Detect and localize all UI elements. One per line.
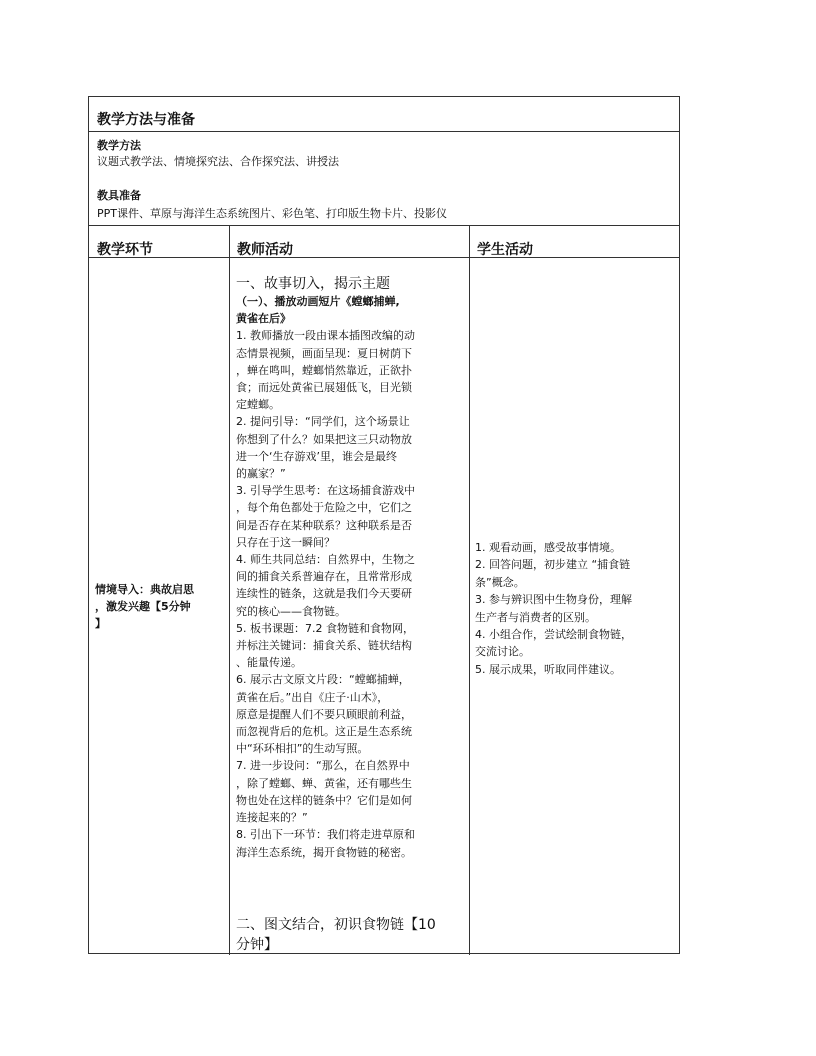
divider — [89, 257, 679, 258]
text-line: 2. 提问引导：“同学们，这个场景让 — [236, 415, 410, 429]
teacher-subheading — [236, 293, 462, 327]
lesson-plan-table — [88, 96, 680, 954]
text-line: 食；而远处黄雀已展翅低飞，目光锁 — [236, 381, 412, 395]
text-line: 只存在于这一瞬间？ — [236, 535, 335, 549]
text-line: 究的核心——食物链。 — [236, 604, 346, 618]
teacher-paragraph-7 — [236, 757, 462, 826]
teacher-paragraph-5 — [236, 620, 462, 672]
teacher-paragraph-4 — [236, 551, 462, 620]
teacher-heading-1: 一、故事切入，揭示主题 — [236, 276, 390, 292]
student-line: 4. 小组合作，尝试绘制食物链， — [475, 628, 632, 642]
header-student: 学生活动 — [477, 242, 533, 258]
subheading-line: 黄雀在后》 — [236, 312, 291, 326]
subheading-line: （一）、播放动画短片《螳螂捕蝉, — [236, 295, 400, 308]
header-teacher: 教师活动 — [237, 242, 293, 258]
divider — [89, 131, 679, 132]
heading-line: 二、图文结合，初识食物链【10 — [236, 917, 436, 933]
teacher-activities — [236, 275, 462, 861]
teacher-paragraph-2 — [236, 413, 462, 482]
text-line: 4. 师生共同总结：自然界中，生物之 — [236, 553, 415, 567]
student-line: 交流讨论。 — [475, 645, 530, 659]
text-line: 连接起来的？” — [236, 811, 308, 825]
text-line: 你想到了什么？如果把这三只动物放 — [236, 432, 412, 446]
teacher-paragraph-3 — [236, 482, 462, 551]
teacher-heading-2 — [236, 915, 462, 955]
text-line: 8. 引出下一环节：我们将走进草原和 — [236, 828, 415, 842]
teacher-paragraph-1 — [236, 327, 462, 413]
text-line: 海洋生态系统，揭开食物链的秘密。 — [236, 845, 412, 859]
materials-text: PPT课件、草原与海洋生态系统图片、彩色笔、打印版生物卡片、投影仪 — [97, 207, 447, 220]
text-line: 7. 进一步设问：“那么，在自然界中 — [236, 759, 410, 773]
methods-title: 教学方法 — [97, 139, 141, 152]
column-divider — [469, 225, 470, 955]
text-line: 的赢家？” — [236, 467, 286, 481]
stage-label — [95, 581, 223, 632]
text-line: ，每个角色都处于危险之中，它们之 — [236, 501, 412, 515]
teacher-paragraph-6 — [236, 671, 462, 757]
student-line: 2. 回答问题，初步建立 “捕食链 — [475, 558, 631, 572]
stage-label-line: ，激发兴趣【5分钟 — [95, 600, 191, 613]
student-line: 3. 参与辨识图中生物身份，理解 — [475, 593, 632, 607]
text-line: 并标注关键词：捕食关系、链状结构 — [236, 639, 412, 653]
text-line: ，除了螳螂、蝉、黄雀，还有哪些生 — [236, 776, 412, 790]
text-line: 6. 展示古文原文片段：“螳螂捕蝉， — [236, 673, 410, 687]
text-line: 1. 教师播放一段由课本插图改编的动 — [236, 329, 415, 343]
stage-label-line: 情境导入：典故启思 — [95, 583, 194, 596]
header-stage: 教学环节 — [97, 242, 153, 258]
text-line: 3. 引导学生思考：在这场捕食游戏中 — [236, 484, 415, 498]
text-line: 进一个‘生存游戏’里，谁会是最终 — [236, 449, 397, 463]
text-line: 态情景视频，画面呈现：夏日树荫下 — [236, 346, 412, 360]
divider — [89, 225, 679, 226]
student-line: 条”概念。 — [475, 575, 525, 589]
methods-text: 议题式教学法、情境探究法、合作探究法、讲授法 — [97, 155, 339, 168]
materials-title: 教具准备 — [97, 189, 141, 202]
text-line: 而忽视背后的危机。这正是生态系统 — [236, 725, 412, 739]
student-line: 1. 观看动画，感受故事情境。 — [475, 541, 621, 554]
heading-line: 分钟】 — [236, 937, 278, 953]
text-line: 黄雀在后。”出自《庄子·山木》， — [236, 690, 389, 704]
text-line: 、能量传递。 — [236, 656, 302, 670]
text-line: 原意是提醒人们不要只顾眼前利益， — [236, 707, 412, 721]
text-line: 5. 板书课题：7.2 食物链和食物网， — [236, 621, 414, 635]
text-line: 连续性的链条，这就是我们今天要研 — [236, 587, 412, 601]
student-line: 生产者与消费者的区别。 — [475, 610, 596, 624]
text-line: 物也处在这样的链条中？它们是如何 — [236, 793, 412, 807]
student-activities — [475, 539, 673, 678]
section-title: 教学方法与准备 — [97, 112, 195, 128]
text-line: 间是否存在某种联系？这种联系是否 — [236, 518, 412, 532]
text-line: 间的捕食关系普遍存在，且常常形成 — [236, 570, 412, 584]
column-divider — [229, 225, 230, 955]
text-line: ，蝉在鸣叫，螳螂悄然靠近，正欲扑 — [236, 363, 412, 377]
student-line: 5. 展示成果，听取同伴建议。 — [475, 662, 621, 676]
stage-label-line: 】 — [95, 617, 106, 630]
teacher-paragraph-8 — [236, 826, 462, 860]
text-line: 中“环环相扣”的生动写照。 — [236, 742, 369, 756]
text-line: 定螳螂。 — [236, 398, 280, 412]
